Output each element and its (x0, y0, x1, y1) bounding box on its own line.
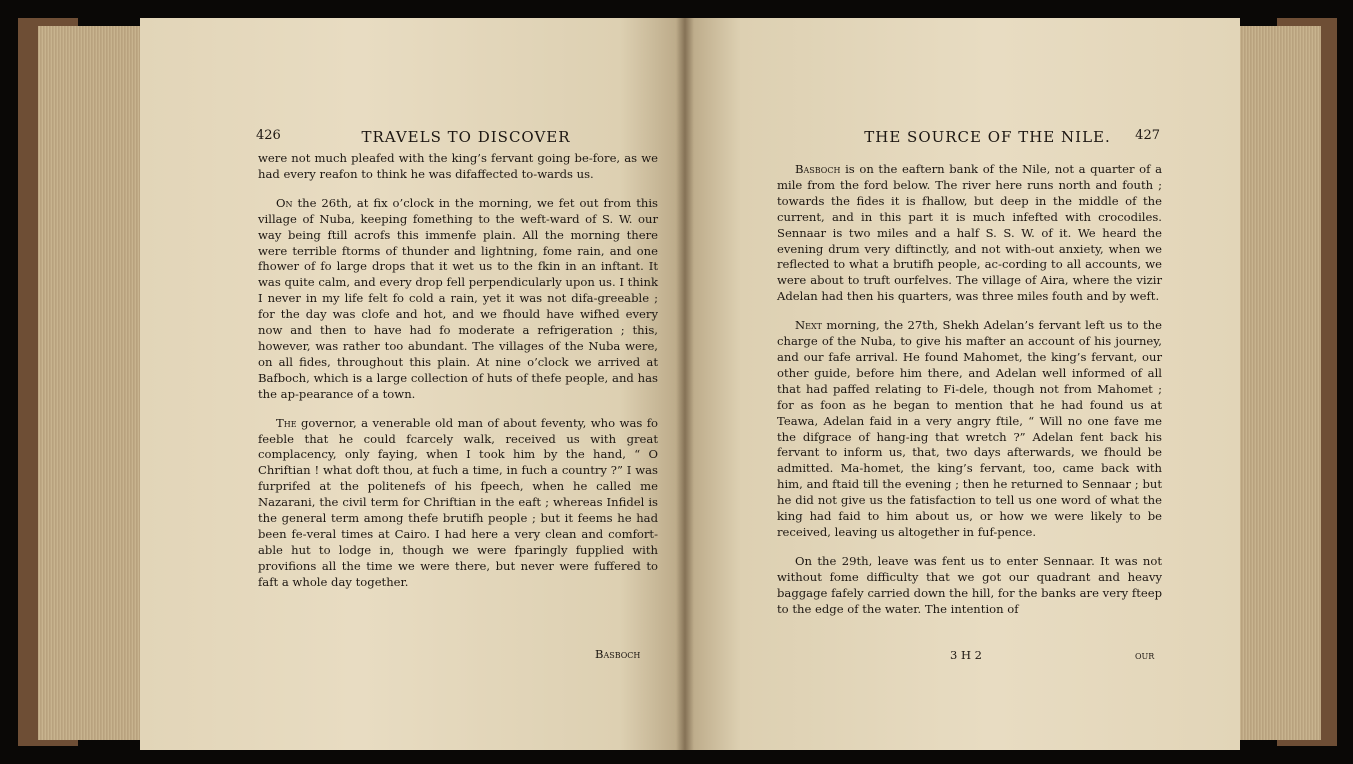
paragraph (777, 318, 1162, 541)
left-page (140, 18, 685, 750)
paragraph (258, 416, 658, 591)
paragraph-text: governor, a venerable old man of about feventy, who was fo feeble that he could fcarcely walk, received us with great complacency, only faying, when I took him by the hand, “ O Chriftian ! what doft thou, at fuch a time, in fuch a country ?” I was furprifed at the politenefs of his fpeech, when he called me Nazarani, the civil term for Chriftian in the eaft ; whereas Infidel is the general term among thefe brutifh people ; but it feems he had been fe-veral times at Cairo. I had here a very clean and comfort-able hut to lodge in, though we were fparingly fupplied with provifions all the time we were there, but never were fuffered to faft a whole day together. (258, 415, 658, 589)
paragraph-text: On the 29th, leave was fent us to enter Sennaar. It was not without fome difficulty that we got our quadrant and heavy baggage fafely carried down the hill, for the banks are very fteep to the edge of the water. The intention of (777, 553, 1162, 616)
left-page-header (256, 128, 676, 146)
paragraph-lead: On (276, 195, 293, 210)
paragraph (258, 196, 658, 403)
signature-mark: 3 H 2 (950, 648, 982, 662)
paragraph-lead: The (276, 415, 297, 430)
left-page-edges (38, 26, 143, 740)
paragraph-lead: Next (795, 318, 823, 333)
right-page (685, 18, 1240, 750)
paragraph-lead: Basboch (795, 162, 841, 176)
paragraph (777, 554, 1162, 618)
catchword-left: Basboch (595, 647, 641, 661)
left-page-body (258, 151, 658, 604)
paragraph-text: the 26th, at fix o’clock in the morning, we fet out from this village of Nuba, keeping fomething to the weft-ward of S. W. our way being ftill acrofs this immenfe plain. All the morning there were terrible ftorms of thunder and lightning, fome rain, and one fhower of fo large drops that it wet us to the fkin in an inftant. It was quite calm, and every drop fell perpendicularly upon us. I think I never in my life felt fo cold a rain, yet it was not difa-greeable ; for the day was clofe and hot, and we fhould have wifhed every now and then to have had fo moderate a refrigeration ; this, however, was rather too abundant. The villages of the Nuba were, on all fides, throughout this plain. At nine o’clock we arrived at Bafboch, which is a large collection of huts of thefe people, and has the ap-pearance of a town. (258, 195, 658, 401)
paragraph-text: were not much pleafed with the king’s fervant going be-fore, as we had every reafon to think he was difaffected to-wards us. (258, 151, 658, 181)
catchword-right: our (1135, 648, 1155, 662)
paragraph-text: morning, the 27th, Shekh Adelan’s fervant left us to the charge of the Nuba, to give his mafter an account of his journey, and our fafe arrival. He found Mahomet, the king’s fervant, our other guide, before him there, and Adelan well informed of all that had paffed relating to Fi-dele, though not from Mahomet ; for as foon as he began to mention that he had found us at Teawa, Adelan faid in a very angry ftile, “ Will no one fave me the difgrace of hang-ing that wretch ?” Adelan fent back his fervant to inform us, that, two days afterwards, we fhould be admitted. Ma-homet, the king’s fervant, too, came back with him, and ftaid till the evening ; then he returned to Sennaar ; but he did not give us the fatisfaction to tell us one word of what the king had faid to him about us, or how we were likely to be received, leaving us altogether in fuf-pence. (777, 318, 1162, 539)
book-gutter (676, 18, 694, 750)
right-page-edges (1236, 26, 1321, 740)
running-head-right: THE SOURCE OF THE NILE. (864, 128, 1111, 146)
right-page-body (777, 162, 1162, 630)
running-head-left: TRAVELS TO DISCOVER (361, 128, 571, 146)
paragraph-text: is on the eaftern bank of the Nile, not a quarter of a mile from the ford below. The river here runs north and fouth ; towards the fides it is fhallow, but deep in the middle of the current, and in this part it is much infefted with crocodiles. Sennaar is two miles and a half S. S. W. of it. We heard the evening drum very diftinctly, and not with-out anxiety, when we reflected to what a brutifh people, ac-cording to all accounts, we were about to truft ourfelves. The village of Aira, where the vizir Adelan had then his quarters, was three miles fouth and by weft. (777, 162, 1162, 304)
page-number-left: 426 (256, 128, 281, 143)
paragraph (258, 151, 658, 183)
page-number-right: 427 (1135, 128, 1160, 143)
paragraph (777, 162, 1162, 305)
right-page-header (815, 128, 1160, 146)
